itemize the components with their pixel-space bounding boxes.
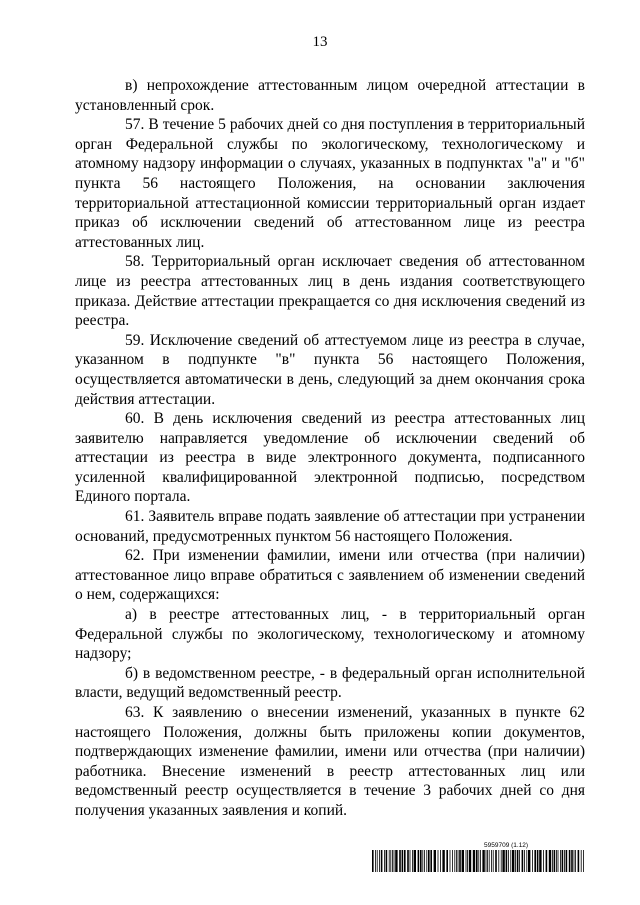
barcode-bar (506, 850, 508, 872)
barcode-bar (402, 850, 404, 872)
barcode-bar (539, 850, 541, 872)
barcode-bar (395, 850, 397, 872)
barcode-bar (440, 850, 441, 872)
barcode-bar (452, 850, 453, 872)
barcode-bar (454, 850, 455, 872)
barcode-bar (512, 850, 514, 872)
barcode-bar (543, 850, 544, 872)
barcode-bar (476, 850, 478, 872)
barcode-bar (372, 850, 374, 872)
barcode-bar (564, 850, 565, 872)
barcode-bar (491, 850, 492, 872)
barcode-bar (510, 850, 511, 872)
barcode-bar (430, 850, 432, 872)
document-body (75, 76, 585, 821)
barcode-bar (528, 850, 530, 872)
barcode-bar (515, 850, 516, 872)
barcode-bar (410, 850, 411, 872)
barcode-bar (434, 850, 436, 872)
paragraph-58: 58. Территориальный орган исключает сведения об аттестованном лице из реестра аттестованных лиц в день издания соответствующего приказа. Действие аттестации прекращается со дня исключения сведений из реестра. (75, 253, 585, 330)
document-code: 5959709 (1.12) (484, 842, 529, 849)
barcode-bar (394, 850, 395, 872)
paragraph-61: 61. Заявитель вправе подать заявление об аттестации при устранении оснований, предусмотренных пунктом 56 настоящего Положения. (75, 508, 585, 545)
barcode-bar (526, 850, 527, 872)
barcode-bar (486, 850, 487, 872)
barcode-bar (399, 850, 401, 872)
barcode-bar (495, 850, 497, 872)
barcode-bar (424, 850, 425, 872)
paragraph-57: 57. В течение 5 рабочих дней со дня поступления в территориальный орган Федеральной службы по экологическому, технологическому и атомному надзору информации о случаях, указанных в подпунктах "а" и "б" пункта 56 настоящего Положения, на основании заключения территориальной аттестационной комиссии территориальный орган издает приказ об исключении сведений об аттестованном лице из реестра аттестованных лиц. (75, 116, 585, 251)
barcode-bar (575, 850, 576, 872)
barcode-bar (418, 850, 420, 872)
barcode-bar (501, 850, 502, 872)
barcode-bar (493, 850, 494, 872)
barcode-bar (428, 850, 430, 872)
barcode-bar (524, 850, 525, 872)
barcode-bar (560, 850, 561, 872)
barcode-bar (556, 850, 557, 872)
barcode-bar (379, 850, 380, 872)
barcode-bar (517, 850, 519, 872)
barcode-bar (412, 850, 413, 872)
paragraph-62b: б) в ведомственном реестре, - в федеральный орган исполнительной власти, ведущий ведомственный реестр. (75, 664, 585, 702)
barcode-bar (414, 850, 416, 872)
barcode-bar (456, 850, 457, 872)
barcode-bar (569, 850, 571, 872)
barcode-bar (466, 850, 467, 872)
barcode-bar (537, 850, 539, 872)
barcode-bar (386, 850, 388, 872)
barcode-bar (478, 850, 479, 872)
paragraph-56v: в) непрохождение аттестованным лицом очередной аттестации в установленный срок. (75, 77, 585, 114)
barcode-bar (384, 850, 385, 872)
barcode-bar (532, 850, 533, 872)
paragraph-59: 59. Исключение сведений об аттестуемом лице из реестра в случае, указанном в подпункте "в" пункта 56 настоящего Положения, осуществляется автоматически в день, следующий за днем окончания срока действия аттестации. (75, 331, 585, 408)
barcode-bar (502, 850, 504, 872)
barcode-bar (558, 850, 559, 872)
barcode-bar (438, 850, 439, 872)
barcode-bar (389, 850, 390, 872)
barcode-bar (534, 850, 536, 872)
barcode-bar (546, 850, 548, 872)
barcode-bar (583, 850, 584, 872)
barcode-bar (446, 850, 448, 872)
barcode-bar (462, 850, 464, 872)
barcode-bar (487, 850, 488, 872)
barcode-bar (566, 850, 568, 872)
paragraph-62a: а) в реестре аттестованных лиц, - в территориальный орган Федеральной службы по экологическому, технологическому и атомному надзору; (75, 606, 585, 663)
barcode-bar (489, 850, 490, 872)
barcode-bar (390, 850, 391, 872)
barcode-bar (578, 850, 580, 872)
barcode-bar (549, 850, 551, 872)
barcode-bar (392, 850, 393, 872)
barcode-bar (420, 850, 422, 872)
paragraph-60: 60. В день исключения сведений из реестра аттестованных лиц заявителю направляется уведомление об исключении сведений об аттестации из реестра в виде электронного документа, подписанного усиленной квалифицированной электронной подписью, посредством Единого портала. (75, 410, 585, 506)
barcode-bar (426, 850, 427, 872)
barcode-bar (554, 850, 556, 872)
barcode-bar (442, 850, 444, 872)
barcode-bar (469, 850, 471, 872)
barcode-bar (519, 850, 520, 872)
barcode-bar (552, 850, 553, 872)
barcode-bar (404, 850, 406, 872)
barcode-bar (375, 850, 376, 872)
paragraph-62: 62. При изменении фамилии, имени или отчества (при наличии) аттестованное лицо вправе обратиться с заявлением об изменении сведений о нем, содержащихся: (75, 547, 585, 604)
barcode-bar (458, 850, 459, 872)
barcode-bar (498, 850, 499, 872)
barcode-bar (480, 850, 481, 872)
barcode-bar (473, 850, 475, 872)
barcode-bar (459, 850, 461, 872)
barcode-bar (581, 850, 582, 872)
barcode-bar (377, 850, 378, 872)
barcode-bar (407, 850, 409, 872)
barcode-bar (508, 850, 509, 872)
page-number: 13 (312, 34, 328, 50)
barcode-bar (522, 850, 524, 872)
barcode-image (372, 850, 586, 872)
barcode-bar (381, 850, 383, 872)
paragraph-63: 63. К заявлению о внесении изменений, указанных в пункте 62 настоящего Положения, должны быть приложены копии документов, подтверждающих изменение фамилии, имени или отчества (при наличии) работника. Внесение изменений в реестр аттестованных лиц или ведомственный реестр осуществляется в течение 3 рабочих дней со дня получения указанных заявления и копий. (75, 704, 585, 819)
barcode-bar (562, 850, 564, 872)
barcode-bar (482, 850, 484, 872)
barcode-bar (450, 850, 451, 872)
barcode-bar (571, 850, 573, 872)
barcode-bar (467, 850, 468, 872)
barcode-bar (422, 850, 423, 872)
barcode-bar (574, 850, 575, 872)
